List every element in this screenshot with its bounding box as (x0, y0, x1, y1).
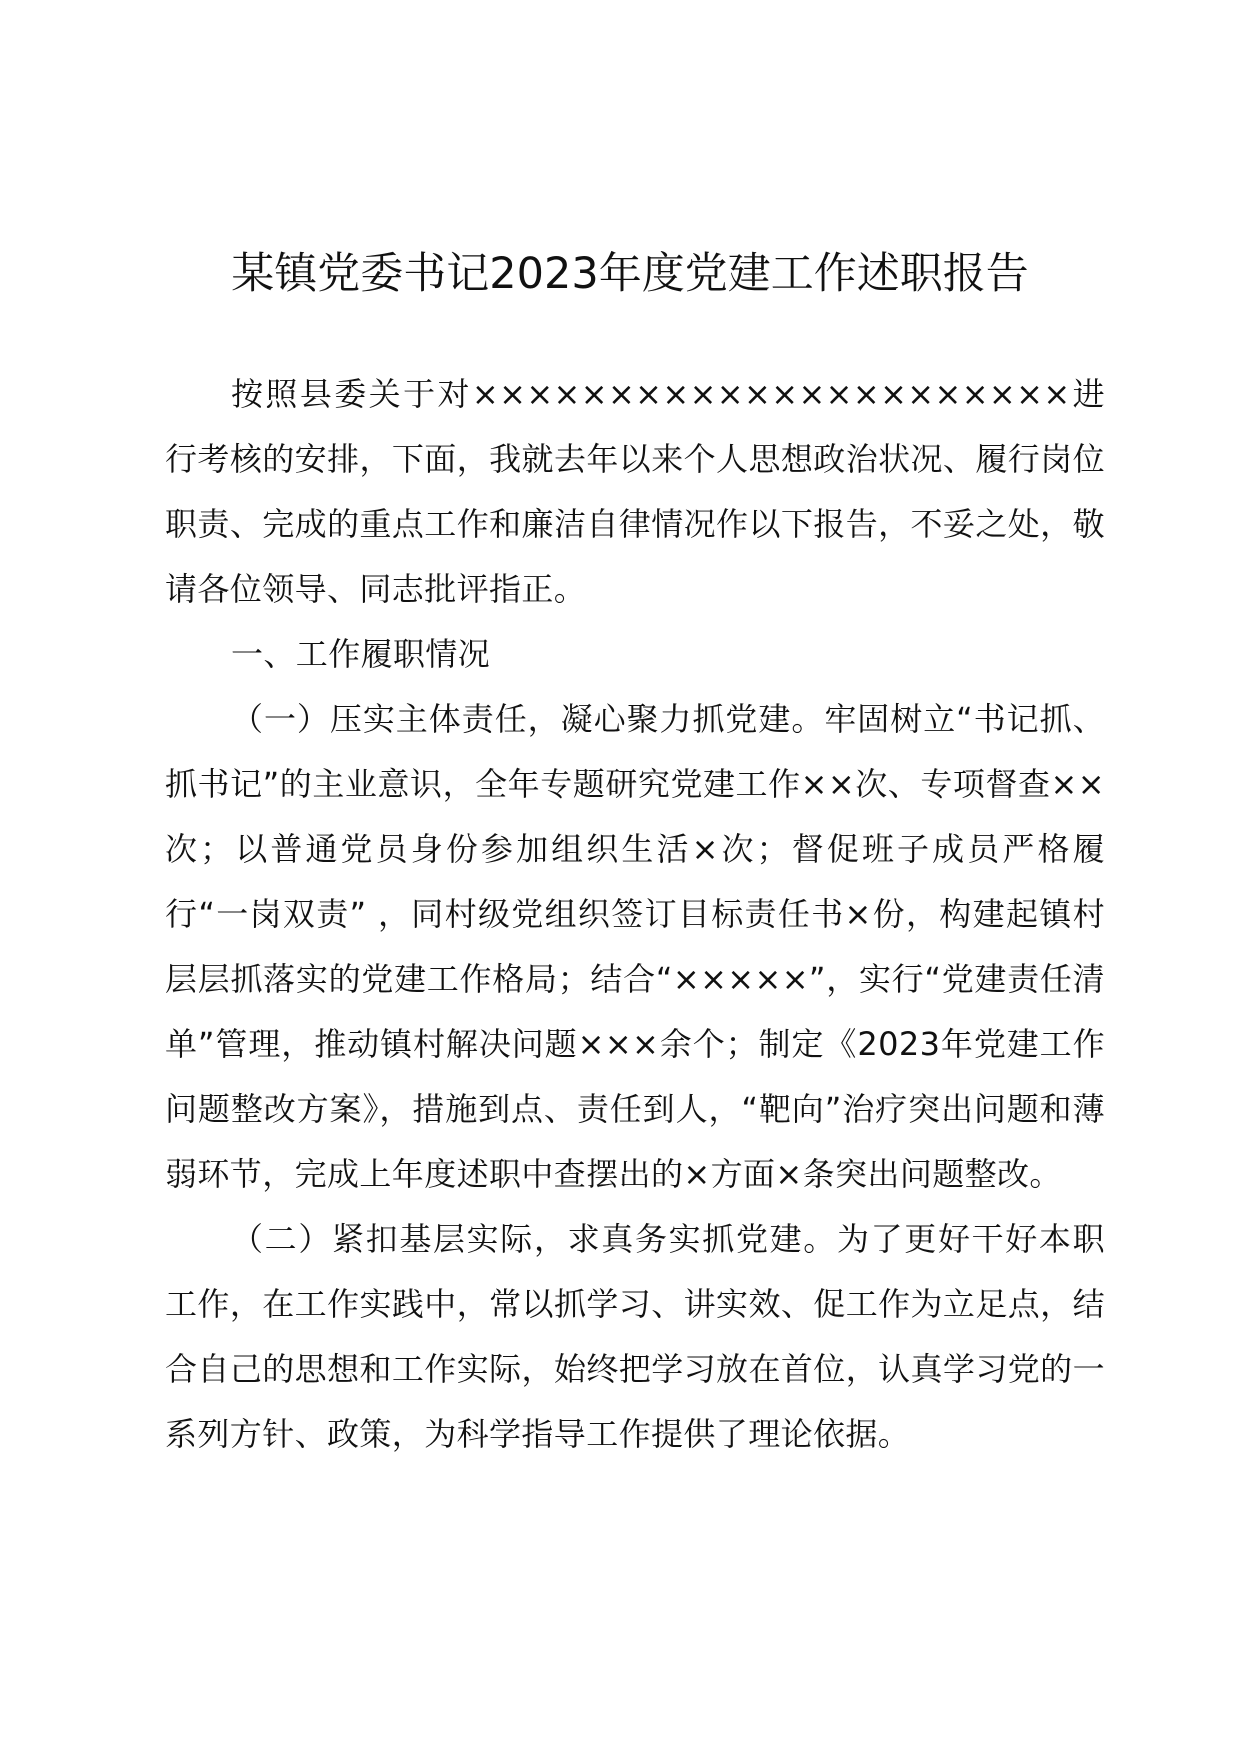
document-title: 某镇党委书记2023年度党建工作述职报告 (231, 249, 1029, 299)
section-heading: 一、工作履职情况 (231, 635, 491, 673)
paragraph-intro: 按照县委关于对××××××××××××××××××××××进行考核的安排，下面，我就去年以来个人思想政治状况、履行岗位职责、完成的重点工作和廉洁自律情况作以下报告，不妥之处，敬请各位领导、同志批评指正。 (165, 375, 1105, 608)
document-body (165, 362, 1105, 1467)
paragraph-subsection-2: （二）紧扣基层实际，求真务实抓党建。为了更好干好本职工作，在工作实践中，常以抓学习、讲实效、促工作为立足点，结合自己的思想和工作实际，始终把学习放在首位，认真学习党的一系列方针、政策，为科学指导工作提供了理论依据。 (165, 1220, 1105, 1453)
paragraph-subsection-1: （一）压实主体责任，凝心聚力抓党建。牢固树立“书记抓、抓书记”的主业意识，全年专题研究党建工作××次、专项督查××次；以普通党员身份参加组织生活×次；督促班子成员严格履行“一岗双责” ，同村级党组织签订目标责任书×份，构建起镇村层层抓落实的党建工作格局；结合“×××××”，实行“党建责任清单”管理，推动镇村解决问题×××余个；制定《2023年党建工作问题整改方案》，措施到点、责任到人，“靶向”治疗突出问题和薄弱环节，完成上年度述职中查摆出的×方面×条突出问题整改。 (165, 700, 1105, 1193)
